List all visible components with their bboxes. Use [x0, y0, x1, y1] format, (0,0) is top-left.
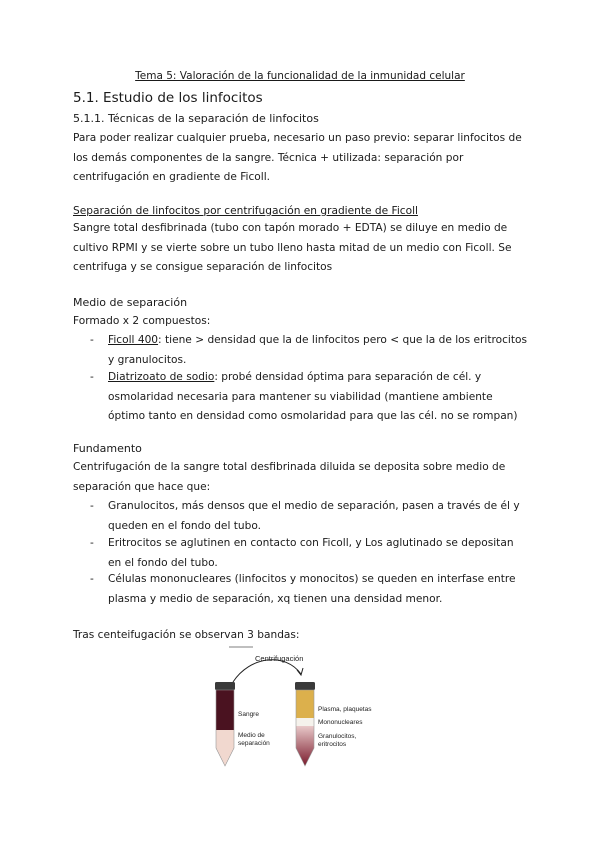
- list-dash: -: [90, 573, 94, 585]
- label-plasma: Plasma, plaquetas: [318, 706, 372, 713]
- fundamento-intro: Centrifugación de la sangre total desfibrinada diluida se deposita sobre medio de separación que hace que:: [73, 461, 506, 493]
- medio-heading: Medio de separación: [73, 296, 188, 309]
- label-medio-1: Medio de: [238, 732, 265, 739]
- intro-paragraph: Para poder realizar cualquier prueba, necesario un paso previo: separar linfocitos de los demás componentes de la sangre. Técnica + utilizada: separación por centrifugación en gradiente de Ficoll.: [73, 132, 522, 183]
- fund-item-eritrocitos: Eritrocitos se aglutinen en contacto con Ficoll, y Los aglutinado se depositan en el fondo del tubo.: [108, 537, 514, 569]
- list-dash: -: [90, 334, 94, 346]
- right-tube-plasma: [296, 690, 314, 718]
- list-item: [90, 570, 530, 609]
- subsection-heading: 5.1.1. Técnicas de la separación de linfocitos: [73, 112, 319, 125]
- list-item: [90, 368, 530, 427]
- list-dash: -: [90, 500, 94, 512]
- label-sangre: Sangre: [238, 711, 259, 718]
- centrifugation-arrow: [233, 660, 301, 682]
- term-diatrizoato-text: : probé densidad óptima para separación de cél. y osmolaridad necesaria para mantener su viabilidad (mantiene ambiente óptimo tanto en densidad como osmolaridad para que las cél. no se rompan): [108, 371, 518, 422]
- arrow-label: Centrifugación: [255, 654, 304, 663]
- fund-item-granulocitos: Granulocitos, más densos que el medio de separación, pasen a través de él y queden en el fondo del tubo.: [108, 500, 520, 532]
- label-medio-2: separación: [238, 740, 270, 747]
- left-tube-cap: [215, 682, 235, 690]
- term-diatrizoato: Diatrizoato de sodio: [108, 371, 215, 383]
- list-dash: -: [90, 371, 94, 383]
- label-eritrocitos: eritrocitos: [318, 741, 347, 748]
- right-tube-cap: [295, 682, 315, 690]
- fundamento-heading: Fundamento: [73, 442, 142, 455]
- medio-intro: Formado x 2 compuestos:: [73, 315, 211, 327]
- arrow-head-icon: [297, 668, 303, 675]
- list-item: [90, 534, 530, 573]
- centrifugation-figure: [205, 644, 375, 772]
- fund-item-mononucleares: Células mononucleares (linfocitos y monocitos) se queden en interfase entre plasma y medio de separación, xq tienen una densidad menor.: [108, 573, 516, 605]
- term-ficoll: Ficoll 400: [108, 334, 159, 346]
- label-mononucleares: Mononucleares: [318, 719, 363, 726]
- left-tube-medium: [216, 730, 234, 766]
- ficoll-paragraph: Sangre total desfibrinada (tubo con tapón morado + EDTA) se diluye en medio de cultivo RPMI y se vierte sobre un tubo lleno hasta mitad de un medio con Ficoll. Se centrifuga y se consigue separación de linfocitos: [73, 222, 512, 273]
- label-granulocitos: Granulocitos,: [318, 733, 357, 740]
- left-tube-blood: [216, 690, 234, 730]
- term-ficoll-text: : tiene > densidad que la de linfocitos pero < que la de los eritrocitos y granulocitos.: [108, 334, 528, 366]
- list-dash: -: [90, 537, 94, 549]
- bands-paragraph: Tras centeifugación se observan 3 bandas:: [73, 629, 300, 641]
- right-tube-mononuclear: [296, 718, 314, 726]
- list-item: [90, 331, 530, 370]
- right-tube-granulocytes: [296, 726, 314, 766]
- list-item: [90, 497, 530, 536]
- section-heading: 5.1. Estudio de los linfocitos: [73, 90, 263, 106]
- page-title: Tema 5: Valoración de la funcionalidad de la inmunidad celular: [135, 70, 465, 82]
- ficoll-heading: Separación de linfocitos por centrifugación en gradiente de Ficoll: [73, 205, 418, 217]
